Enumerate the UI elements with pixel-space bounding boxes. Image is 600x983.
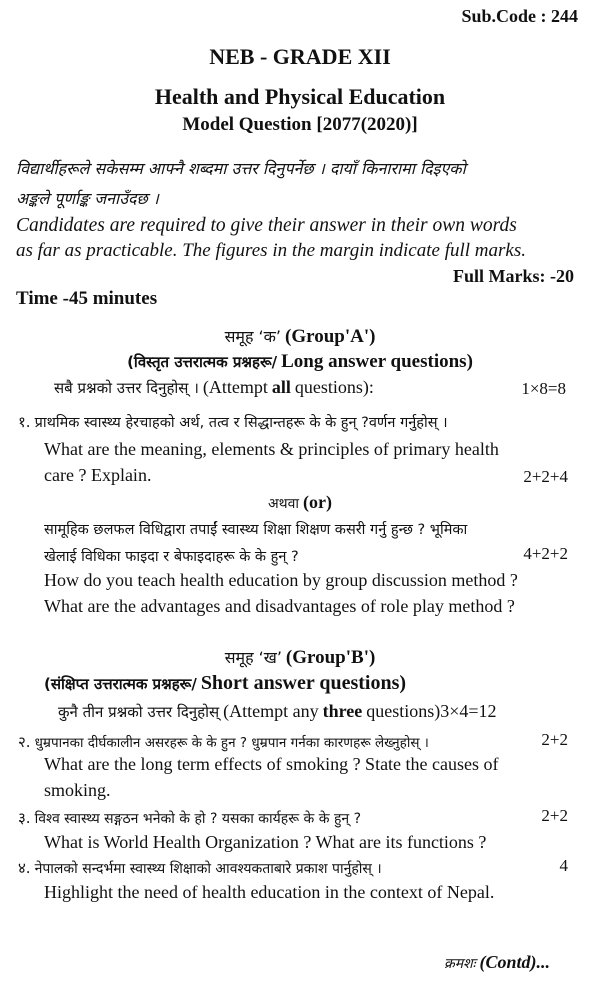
instruction-english-line1: Candidates are required to give their answer in their own words bbox=[16, 215, 517, 236]
group-b-subtitle bbox=[44, 672, 406, 695]
full-marks: Full Marks: -20 bbox=[453, 266, 574, 286]
model-question-title: Model Question [2077(2020)] bbox=[182, 114, 418, 135]
question-1b-nepali-line1: सामूहिक छलफल विधिद्वारा तपाईं स्वास्थ्य शिक्षा शिक्षण कसरी गर्नु हुन्छ ? भूमिका bbox=[44, 522, 468, 538]
group-b-instruction: कुनै तीन प्रश्नको उत्तर दिनुहोस् (Attempt any three questions)3×4=12 bbox=[58, 701, 497, 721]
group-b-subtitle-en: Short answer questions) bbox=[200, 672, 407, 694]
instruction-nepali-line2: अङ्कले पूर्णाङ्क जनाउँदछ । bbox=[16, 189, 159, 208]
time-limit: Time -45 minutes bbox=[16, 288, 158, 309]
group-b-subtitle-np: (संक्षिप्त उत्तरात्मक प्रश्नहरू/ bbox=[44, 675, 197, 693]
question-3-english: What is World Health Organization ? What are its functions ? bbox=[44, 832, 487, 852]
question-2-marks: 2+2 bbox=[541, 730, 568, 749]
group-a-subtitle-np: (विस्तृत उत्तरात्मक प्रश्नहरू/ bbox=[127, 353, 278, 371]
question-4-english: Highlight the need of health education in the context of Nepal. bbox=[44, 882, 495, 902]
question-1-number: १. bbox=[18, 413, 31, 431]
question-1-english-line1: What are the meaning, elements & principles of primary health bbox=[44, 439, 499, 459]
question-3-nepali: ३. विश्व स्वास्थ्य सङ्गठन भनेको के हो ? यसका कार्यहरू के के हुन् ? bbox=[18, 809, 362, 827]
group-b-title-en: (Group'B') bbox=[285, 647, 376, 668]
question-1b-marks: 4+2+2 bbox=[523, 544, 568, 563]
subject-code: Sub.Code : 244 bbox=[461, 6, 578, 26]
group-a-subtitle bbox=[0, 351, 600, 373]
continued-note: क्रमशः (Contd)... bbox=[444, 952, 550, 972]
group-a-heading bbox=[0, 325, 600, 348]
group-b-title-np: समूह ‘ख’ bbox=[224, 648, 282, 667]
group-a-subtitle-en: Long answer questions) bbox=[281, 351, 473, 372]
or-separator: अथवा (or) bbox=[267, 492, 333, 512]
question-4-nepali: ४. नेपालको सन्दर्भमा स्वास्थ्य शिक्षाको आवश्यकताबारे प्रकाश पार्नुहोस् । bbox=[18, 859, 382, 877]
instruction-nepali-line1: विद्यार्थीहरूले सकेसम्म आफ्नै शब्दमा उत्तर दिनुपर्नेछ । दायाँ किनारामा दिइएको bbox=[16, 159, 466, 178]
question-2-english-line1: What are the long term effects of smoking ? State the causes of bbox=[44, 754, 499, 774]
group-a-instruction: सबै प्रश्नको उत्तर दिनुहोस् । (Attempt all questions): bbox=[54, 377, 374, 397]
instruction-english-line2: as far as practicable. The figures in the margin indicate full marks. bbox=[16, 240, 526, 261]
question-2-number: २. bbox=[18, 733, 31, 751]
question-4-number: ४. bbox=[18, 859, 31, 877]
question-3-marks: 2+2 bbox=[541, 806, 568, 825]
group-a-title-np: समूह ‘क’ bbox=[224, 327, 281, 346]
question-1b-english-line2: What are the advantages and disadvantages of role play method ? bbox=[44, 596, 515, 616]
question-1b-english-line1: How do you teach health education by group discussion method ? bbox=[44, 570, 518, 590]
question-1-english-line2: care ? Explain. bbox=[44, 465, 152, 485]
question-1-marks: 2+2+4 bbox=[523, 467, 568, 486]
question-1-nepali: १. प्राथमिक स्वास्थ्य हेरचाहको अर्थ, तत्व र सिद्धान्तहरू के के हुन् ?वर्णन गर्नुहोस् । bbox=[18, 413, 448, 431]
question-3-number: ३. bbox=[18, 809, 31, 827]
group-b-heading bbox=[0, 646, 600, 669]
group-a-marks: 1×8=8 bbox=[521, 379, 566, 398]
exam-board-title: NEB - GRADE XII bbox=[209, 44, 391, 69]
group-a-instruction-np: सबै प्रश्नको उत्तर दिनुहोस् । bbox=[54, 379, 199, 397]
question-1b-nepali-line2: खेलाई विधिका फाइदा र बेफाइदाहरू के के हुन् ? bbox=[44, 549, 299, 565]
question-4-marks: 4 bbox=[559, 856, 568, 875]
subject-title: Health and Physical Education bbox=[154, 84, 446, 109]
group-b-instruction-np: कुनै तीन प्रश्नको उत्तर दिनुहोस् bbox=[58, 703, 220, 721]
group-a-title-en: (Group'A') bbox=[285, 326, 376, 347]
question-2-nepali: २. धुम्रपानका दीर्घकालीन असरहरू के के हुन ? धुम्रपान गर्नका कारणहरू लेख्नुहोस् । bbox=[18, 733, 429, 751]
question-2-english-line2: smoking. bbox=[44, 780, 111, 800]
